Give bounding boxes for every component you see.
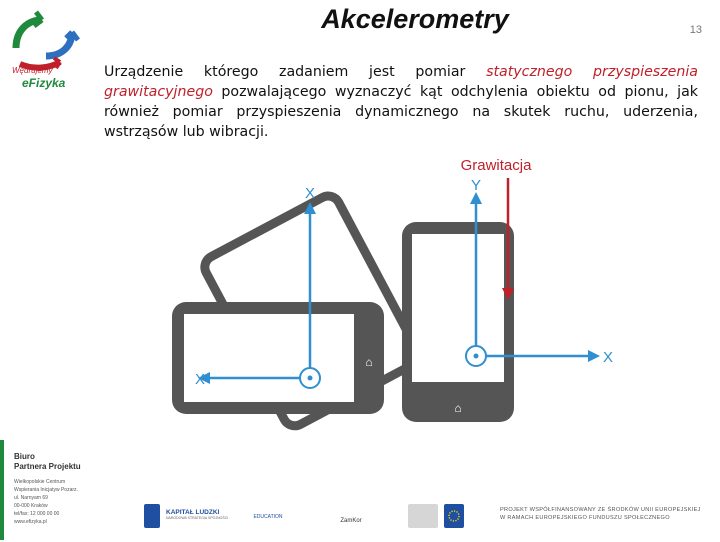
- sidebar-line: 00-000 Kraków: [14, 503, 48, 509]
- body-text-part: Urządzenie którego zadaniem jest pomiar: [104, 64, 487, 80]
- home-icon: ⌂: [454, 401, 462, 415]
- sidebar-accent: [0, 440, 4, 540]
- slide-title: Akcelerometry: [321, 4, 509, 34]
- axis-label-y: Y: [470, 177, 482, 194]
- eu-line: W RAMACH EUROPEJSKIEGO FUNDUSZU SPOŁECZNEGO: [500, 515, 670, 521]
- sidebar-line: Wielkopolskie Centrum: [14, 479, 66, 485]
- partner-emblem: [408, 504, 438, 528]
- body-paragraph: [104, 62, 698, 142]
- axis-label-x-right: X: [602, 349, 614, 366]
- education-logo: EDUCATION: [253, 514, 283, 520]
- sidebar-line: ul. Narnyam 69: [14, 495, 48, 501]
- logo-tagline: Wędrujemy: [12, 66, 53, 75]
- axis-label-x-up: X: [304, 185, 316, 202]
- accelerometer-diagram: [150, 150, 630, 440]
- home-icon-landscape: ⌂: [365, 355, 373, 369]
- eu-flag-icon: [444, 504, 464, 528]
- zamkor-logo: ZamKor: [340, 518, 362, 524]
- body-text-part: pozwalającego wyznaczyć kąt odchylenia obiektu od pionu, jak również pomiar przyspieszenia dynamicznego na skutek ruchu, uderzenia, wstrząsów lub wibracji.: [104, 84, 698, 140]
- sidebar-line: Wspierania Inicjatyw Pozarz.: [14, 487, 78, 493]
- sidebar-heading: Biuro: [14, 452, 35, 461]
- page-number: 13: [689, 24, 702, 36]
- landscape-phone: [172, 302, 384, 414]
- kapital-ludzki-flag-icon: [144, 504, 160, 528]
- sidebar-subheading: Partnera Projektu: [14, 462, 81, 471]
- gravity-label: Grawitacja: [460, 157, 532, 174]
- kapital-ludzki-logo: KAPITAŁ LUDZKI NARODOWA STRATEGIA SPÓJNOŚCI: [166, 509, 229, 520]
- eu-line: PROJEKT WSPÓŁFINANSOWANY ZE ŚRODKÓW UNII EUROPEJSKIEJ: [500, 507, 701, 513]
- sidebar-line: www.efizyka.pl: [14, 519, 47, 525]
- eu-funding-note: [500, 506, 710, 522]
- body-text-highlight: statycznego przyspieszenia grawitacyjnego: [104, 64, 698, 100]
- logo-brand: eFizyka: [22, 76, 66, 90]
- upright-phone: [402, 222, 514, 422]
- partner-office-info: [14, 452, 94, 526]
- sidebar-line: tel/fax: 12 000 00 00: [14, 511, 60, 517]
- axis-label-x-left: X: [194, 371, 206, 388]
